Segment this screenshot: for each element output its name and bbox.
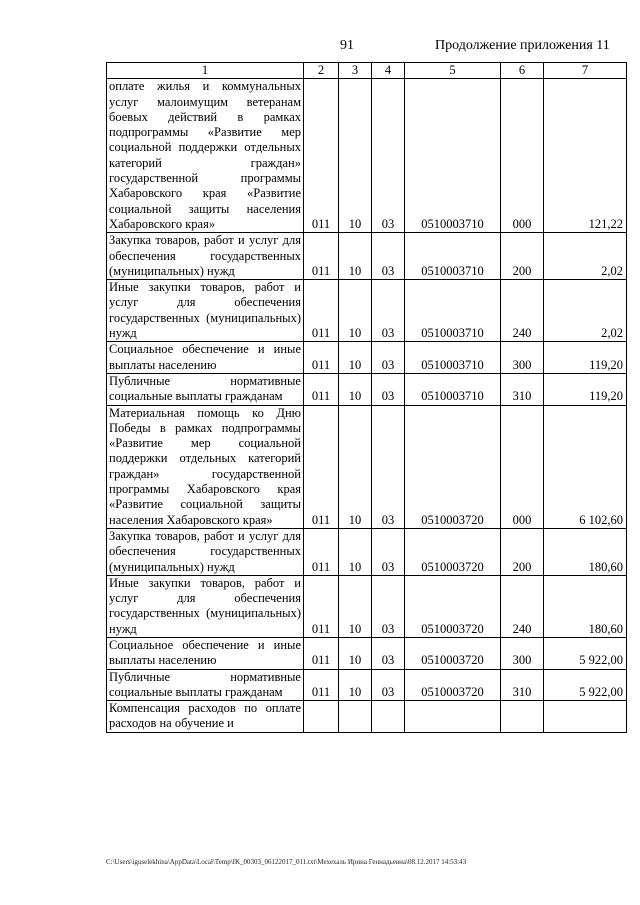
subsection-cell: 03 (372, 342, 405, 374)
target-article-cell: 0510003720 (405, 405, 501, 528)
row-name-cell: оплате жилья и коммунальных услуг малоимущим ветеранам боевых действий в рамках подпрограммы «Развитие мер социальной поддержки отдельных категорий граждан» государственной программы Хабаровского края «Развитие социальной защиты населения Хабаровского края» (107, 79, 304, 233)
amount-cell: 119,20 (544, 373, 627, 405)
code-cell: 011 (304, 233, 339, 280)
section-cell: 10 (339, 637, 372, 669)
column-header: 5 (405, 63, 501, 79)
code-cell: 011 (304, 405, 339, 528)
row-name-cell: Публичные нормативные социальные выплаты гражданам (107, 669, 304, 701)
expense-type-cell: 240 (501, 575, 544, 637)
section-cell: 10 (339, 280, 372, 342)
row-name-cell: Компенсация расходов по оплате расходов на обучение и (107, 701, 304, 733)
table-row (107, 342, 627, 374)
row-name-cell: Иные закупки товаров, работ и услуг для обеспечения государственных (муниципальных) нужд (107, 280, 304, 342)
expense-type-cell: 000 (501, 405, 544, 528)
target-article-cell: 0510003720 (405, 528, 501, 575)
table-row (107, 669, 627, 701)
row-name-cell: Закупка товаров, работ и услуг для обеспечения государственных (муниципальных) нужд (107, 528, 304, 575)
table-row (107, 701, 627, 733)
target-article-cell: 0510003710 (405, 233, 501, 280)
section-cell: 10 (339, 405, 372, 528)
code-cell: 011 (304, 528, 339, 575)
column-header: 7 (544, 63, 627, 79)
code-cell: 011 (304, 373, 339, 405)
section-cell: 10 (339, 342, 372, 374)
amount-cell: 2,02 (544, 233, 627, 280)
row-name-cell: Социальное обеспечение и иные выплаты населению (107, 342, 304, 374)
column-header: 3 (339, 63, 372, 79)
subsection-cell: 03 (372, 405, 405, 528)
table-row (107, 79, 627, 233)
code-cell (304, 701, 339, 733)
expense-type-cell: 240 (501, 280, 544, 342)
amount-cell: 6 102,60 (544, 405, 627, 528)
table-row (107, 637, 627, 669)
table-row (107, 280, 627, 342)
subsection-cell (372, 701, 405, 733)
target-article-cell: 0510003710 (405, 373, 501, 405)
row-name-cell: Закупка товаров, работ и услуг для обеспечения государственных (муниципальных) нужд (107, 233, 304, 280)
expense-type-cell: 310 (501, 669, 544, 701)
section-cell: 10 (339, 79, 372, 233)
column-header: 1 (107, 63, 304, 79)
table-row (107, 373, 627, 405)
expense-type-cell: 200 (501, 528, 544, 575)
subsection-cell: 03 (372, 637, 405, 669)
section-cell: 10 (339, 528, 372, 575)
column-header: 2 (304, 63, 339, 79)
subsection-cell: 03 (372, 79, 405, 233)
table-row (107, 405, 627, 528)
amount-cell: 121,22 (544, 79, 627, 233)
budget-table (106, 62, 627, 733)
row-name-cell: Публичные нормативные социальные выплаты гражданам (107, 373, 304, 405)
page-number: 91 (340, 38, 354, 53)
table-row (107, 575, 627, 637)
amount-cell: 5 922,00 (544, 669, 627, 701)
target-article-cell: 0510003720 (405, 575, 501, 637)
code-cell: 011 (304, 669, 339, 701)
amount-cell: 180,60 (544, 528, 627, 575)
expense-type-cell (501, 701, 544, 733)
expense-type-cell: 300 (501, 342, 544, 374)
code-cell: 011 (304, 280, 339, 342)
expense-type-cell: 200 (501, 233, 544, 280)
amount-cell: 119,20 (544, 342, 627, 374)
subsection-cell: 03 (372, 233, 405, 280)
target-article-cell (405, 701, 501, 733)
subsection-cell: 03 (372, 373, 405, 405)
row-name-cell: Социальное обеспечение и иные выплаты населению (107, 637, 304, 669)
table-row (107, 233, 627, 280)
subsection-cell: 03 (372, 280, 405, 342)
expense-type-cell: 300 (501, 637, 544, 669)
section-cell (339, 701, 372, 733)
section-cell: 10 (339, 575, 372, 637)
code-cell: 011 (304, 79, 339, 233)
subsection-cell: 03 (372, 575, 405, 637)
target-article-cell: 0510003710 (405, 280, 501, 342)
file-path-footer: C:\Users\iguselekhina\AppData\Local\Temp\IK_00303_06122017_011.txt\Мехехаль Ирина Геннадьевна\08.12.2017 14:53:43 (106, 858, 467, 866)
amount-cell: 180,60 (544, 575, 627, 637)
section-cell: 10 (339, 669, 372, 701)
subsection-cell: 03 (372, 669, 405, 701)
section-cell: 10 (339, 373, 372, 405)
expense-type-cell: 000 (501, 79, 544, 233)
subsection-cell: 03 (372, 528, 405, 575)
continuation-label: Продолжение приложения 11 (435, 38, 610, 53)
table-row (107, 528, 627, 575)
amount-cell (544, 701, 627, 733)
code-cell: 011 (304, 575, 339, 637)
row-name-cell: Материальная помощь ко Дню Победы в рамках подпрограммы «Развитие мер социальной поддержки отдельных категорий граждан» государственной программы Хабаровского края «Развитие социальной защиты населения Хабаровского края» (107, 405, 304, 528)
amount-cell: 5 922,00 (544, 637, 627, 669)
amount-cell: 2,02 (544, 280, 627, 342)
code-cell: 011 (304, 342, 339, 374)
section-cell: 10 (339, 233, 372, 280)
column-header: 6 (501, 63, 544, 79)
expense-type-cell: 310 (501, 373, 544, 405)
row-name-cell: Иные закупки товаров, работ и услуг для обеспечения государственных (муниципальных) нужд (107, 575, 304, 637)
target-article-cell: 0510003710 (405, 342, 501, 374)
target-article-cell: 0510003710 (405, 79, 501, 233)
column-header: 4 (372, 63, 405, 79)
target-article-cell: 0510003720 (405, 669, 501, 701)
column-number-row (107, 63, 627, 79)
target-article-cell: 0510003720 (405, 637, 501, 669)
code-cell: 011 (304, 637, 339, 669)
